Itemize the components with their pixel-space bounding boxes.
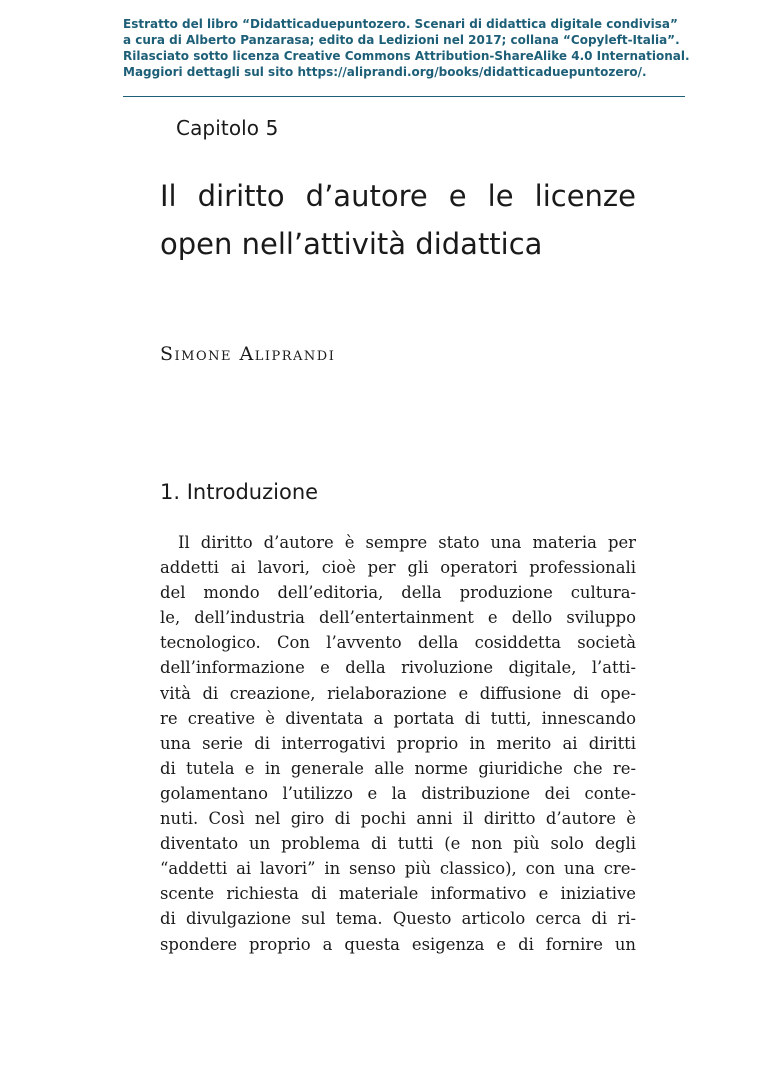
chapter-label: Capitolo 5	[176, 116, 279, 140]
paragraph-line: di tutela e in generale alle norme giuridiche che re-	[160, 758, 636, 778]
paragraph-line: dell’informazione e della rivoluzione digitale, l’atti-	[160, 658, 636, 678]
chapter-title: Il diritto d’autore e le licenze open nell’attività didattica	[160, 179, 636, 261]
paragraph-line: Il diritto d’autore è sempre stato una materia per	[178, 533, 636, 552]
paragraph-line: tecnologico. Con l’avvento della cosiddetta società	[160, 633, 636, 653]
paragraph-line: nuti. Così nel giro di pochi anni il diritto d’autore è	[160, 809, 636, 829]
paragraph-line: “addetti ai lavori” in senso più classico), con una cre-	[160, 859, 636, 879]
paragraph-line: re creative è diventata a portata di tutti, innescando	[160, 708, 636, 728]
paragraph-line: spondere proprio a questa esigenza e di fornire un	[160, 934, 636, 954]
paragraph-line: scente richiesta di materiale informativo e iniziative	[160, 884, 636, 904]
body-paragraph	[160, 530, 636, 957]
author-name: Simone Aliprandi	[160, 343, 336, 365]
paragraph-line: di divulgazione sul tema. Questo articolo cerca di ri-	[160, 909, 636, 929]
section-heading: 1. Introduzione	[160, 480, 319, 504]
paragraph-line: vità di creazione, rielaborazione e diffusione di ope-	[160, 683, 636, 703]
paragraph-line: addetti ai lavori, cioè per gli operatori professionali	[160, 558, 636, 578]
license-header-note	[123, 16, 693, 80]
paragraph-line: del mondo dell’editoria, della produzione cultura-	[160, 583, 636, 603]
paragraph-line: diventato un problema di tutti (e non più solo degli	[160, 834, 636, 854]
header-note-line: Rilasciato sotto licenza Creative Commons Attribution-ShareAlike 4.0 International.	[123, 49, 690, 63]
paragraph-line: golamentano l’utilizzo e la distribuzione dei conte-	[160, 783, 636, 803]
header-note-line: Estratto del libro “Didatticaduepuntozero. Scenari di didattica digitale condivisa”	[123, 17, 678, 31]
paragraph-line: una serie di interrogativi proprio in merito ai diritti	[160, 733, 636, 753]
header-note-line: Maggiori dettagli sul sito https://aliprandi.org/books/didatticaduepuntozero/.	[123, 65, 647, 79]
header-divider	[123, 96, 685, 97]
header-note-line: a cura di Alberto Panzarasa; edito da Ledizioni nel 2017; collana “Copyleft-Italia”.	[123, 33, 680, 47]
paragraph-line: le, dell’industria dell’entertainment e dello sviluppo	[160, 608, 636, 628]
